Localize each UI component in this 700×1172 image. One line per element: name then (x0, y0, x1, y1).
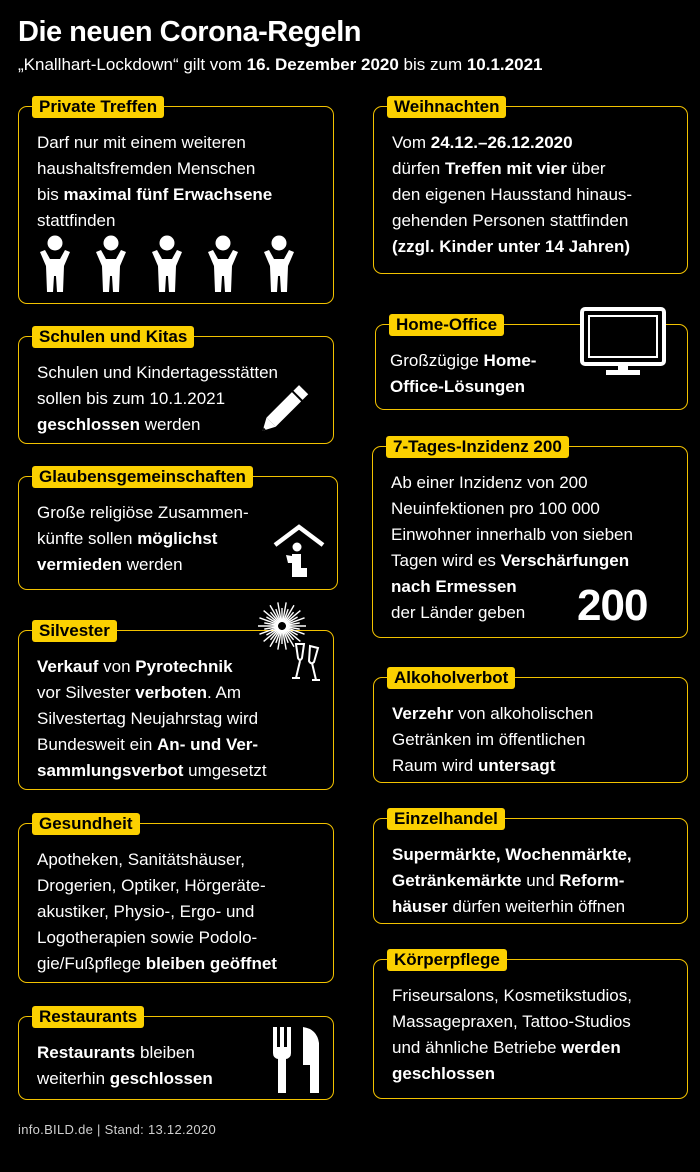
card-label: Silvester (32, 620, 117, 642)
card-text: Darf nur mit einem weiteren haushaltsfremden Menschen bis maximal fünf Erwachsene stattfinden (37, 133, 273, 230)
source-footer: info.BILD.de | Stand: 13.12.2020 (18, 1122, 217, 1137)
card-label: Weihnachten (387, 96, 506, 118)
five-persons-icon (39, 235, 301, 293)
card-text: Verzehr von alkoholischen Getränken im öffentlichen Raum wird untersagt (392, 704, 594, 775)
card-text: Friseursalons, Kosmetikstudios, Massagepraxen, Tattoo-Studios und ähnliche Betriebe werden geschlossen (392, 986, 632, 1083)
card-private-treffen (18, 97, 334, 304)
card-alkoholverbot (373, 668, 688, 783)
card-text: Großzügige Home- Office-Lösungen (390, 351, 537, 396)
praying-person-icon (271, 523, 327, 583)
card-restaurants (18, 1007, 334, 1100)
card-label: Private Treffen (32, 96, 164, 118)
card-label: Schulen und Kitas (32, 326, 194, 348)
monitor-icon (580, 307, 666, 377)
page-subtitle: „Knallhart-Lockdown“ gilt vom 16. Dezember 2020 bis zum 10.1.2021 (18, 55, 543, 74)
card-label: Glaubensgemeinschaften (32, 466, 253, 488)
card-gesundheit (18, 814, 334, 983)
fireworks-champagne-icon (252, 600, 334, 686)
page-title: Die neuen Corona-Regeln (18, 16, 361, 48)
card-schulen-kitas (18, 327, 334, 444)
card-label: Alkoholverbot (387, 667, 515, 689)
card-label: 7-Tages-Inzidenz 200 (386, 436, 569, 458)
card-glaubensgemeinschaften (18, 467, 338, 590)
card-label: Körperpflege (387, 949, 507, 971)
card-text: Ab einer Inzidenz von 200 Neuinfektionen pro 100 000 Einwohner innerhalb von sieben Tagen wird es Verschärfungen nach Ermessen der Länder geben (391, 473, 633, 622)
incidence-value: 200 (577, 581, 648, 630)
card-text: Verkauf von Pyrotechnik vor Silvester verboten. Am Silvestertag Neujahrstag wird Bundesweit ein An- und Ver- sammlungsverbot umgesetzt (37, 657, 267, 780)
fork-knife-icon (267, 1025, 327, 1095)
card-text: Große religiöse Zusammen- künfte sollen möglichst vermieden werden (37, 503, 249, 574)
card-inzidenz (372, 437, 688, 638)
card-label: Home-Office (389, 314, 504, 336)
card-text: Supermärkte, Wochenmärkte, Getränkemärkte und Reform- häuser dürfen weiterhin öffnen (392, 845, 632, 916)
card-text: Schulen und Kindertagesstätten sollen bis zum 10.1.2021 geschlossen werden (37, 363, 279, 434)
pencil-icon (257, 379, 317, 435)
card-einzelhandel (373, 809, 688, 924)
card-text: Restaurants bleiben weiterhin geschlossen (37, 1043, 213, 1088)
card-text: Vom 24.12.–26.12.2020 dürfen Treffen mit vier über den eigenen Hausstand hinaus- gehenden Personen stattfinden (zzgl. Kinder unter 14 Jahren) (392, 133, 633, 256)
card-label: Einzelhandel (387, 808, 505, 830)
card-koerperpflege (373, 950, 688, 1099)
card-label: Gesundheit (32, 813, 140, 835)
card-label: Restaurants (32, 1006, 144, 1028)
card-weihnachten (373, 97, 688, 274)
card-text: Apotheken, Sanitätshäuser, Drogerien, Optiker, Hörgeräte- akustiker, Physio-, Ergo- und Logotherapien sowie Podolo- gie/Fußpflege bleiben geöffnet (37, 850, 277, 973)
